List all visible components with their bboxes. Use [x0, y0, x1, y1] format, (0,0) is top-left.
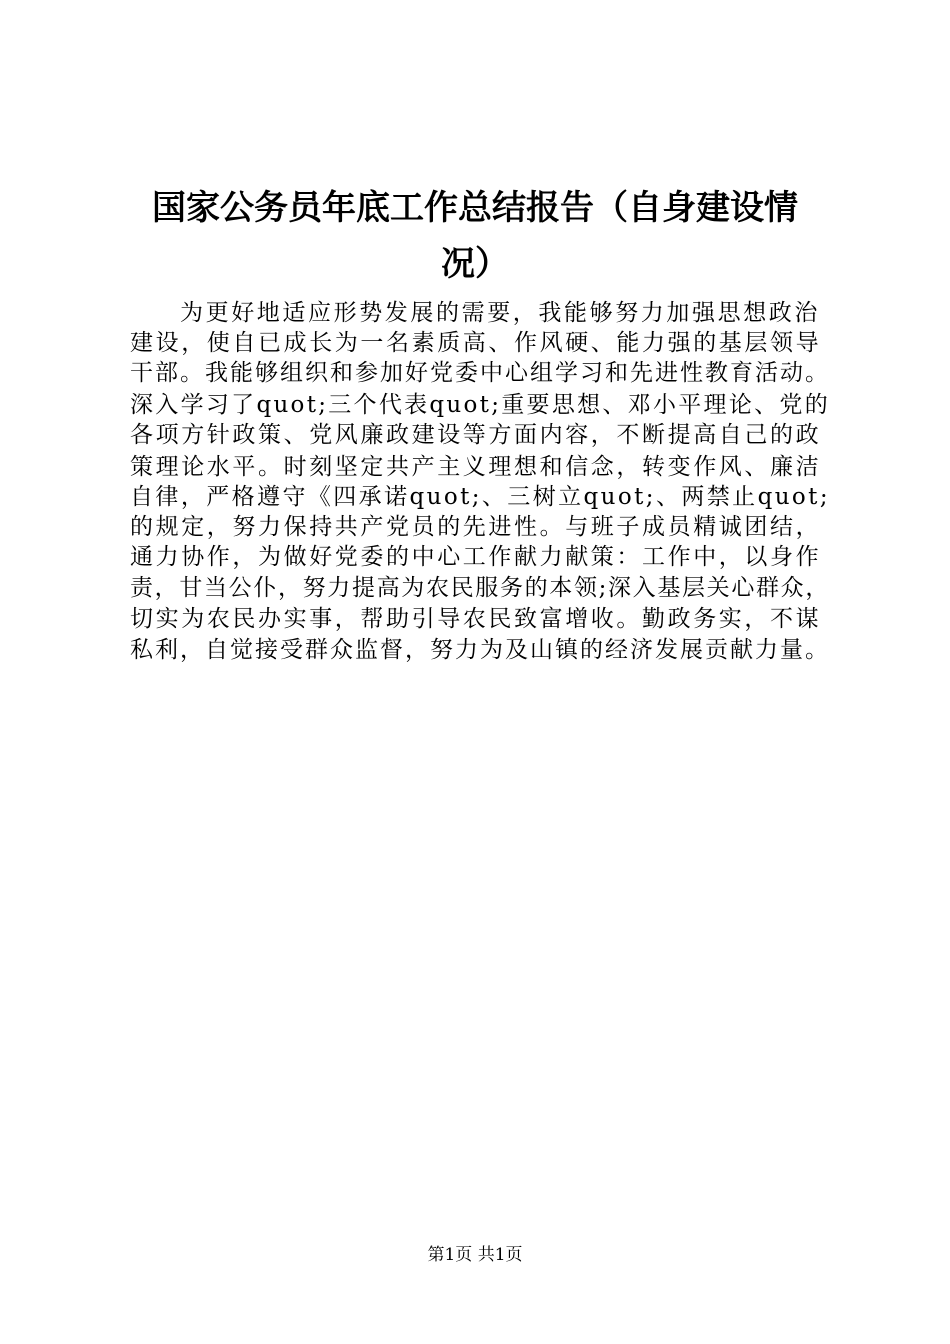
- paragraph-line: 切实为农民办实事，帮助引导农民致富增收。勤政务实，不谋: [130, 606, 822, 632]
- paragraph-line: 自律，严格遵守《四承诺quot;、三树立quot;、两禁止quot;: [130, 484, 830, 510]
- paragraph-line: 责，甘当公仆，努力提高为农民服务的本领;深入基层关心群众，: [130, 575, 830, 601]
- document-title-line-1: 国家公务员年底工作总结报告（自身建设情: [152, 188, 798, 228]
- paragraph-line: 的规定，努力保持共产党员的先进性。与班子成员精诚团结，: [130, 514, 822, 540]
- paragraph-line: 为更好地适应形势发展的需要，我能够努力加强思想政治: [180, 300, 820, 326]
- paragraph-line: 私利，自觉接受群众监督，努力为及山镇的经济发展贡献力量。: [130, 637, 830, 663]
- document-title-line-2: 况）: [441, 244, 509, 284]
- paragraph-line: 建设，使自已成长为一名素质高、作风硬、能力强的基层领导: [130, 330, 822, 356]
- page-footer: 第1页 共1页: [427, 1245, 523, 1265]
- paragraph-line: 策理论水平。时刻坚定共产主义理想和信念，转变作风、廉洁: [130, 454, 822, 480]
- paragraph-line: 各项方针政策、党风廉政建设等方面内容，不断提高自己的政: [130, 422, 822, 448]
- paragraph-line: 干部。我能够组织和参加好党委中心组学习和先进性教育活动。: [130, 360, 830, 386]
- paragraph-line: 深入学习了quot;三个代表quot;重要思想、邓小平理论、党的: [130, 392, 830, 418]
- paragraph-line: 通力协作，为做好党委的中心工作献力献策：工作中，以身作: [130, 544, 822, 570]
